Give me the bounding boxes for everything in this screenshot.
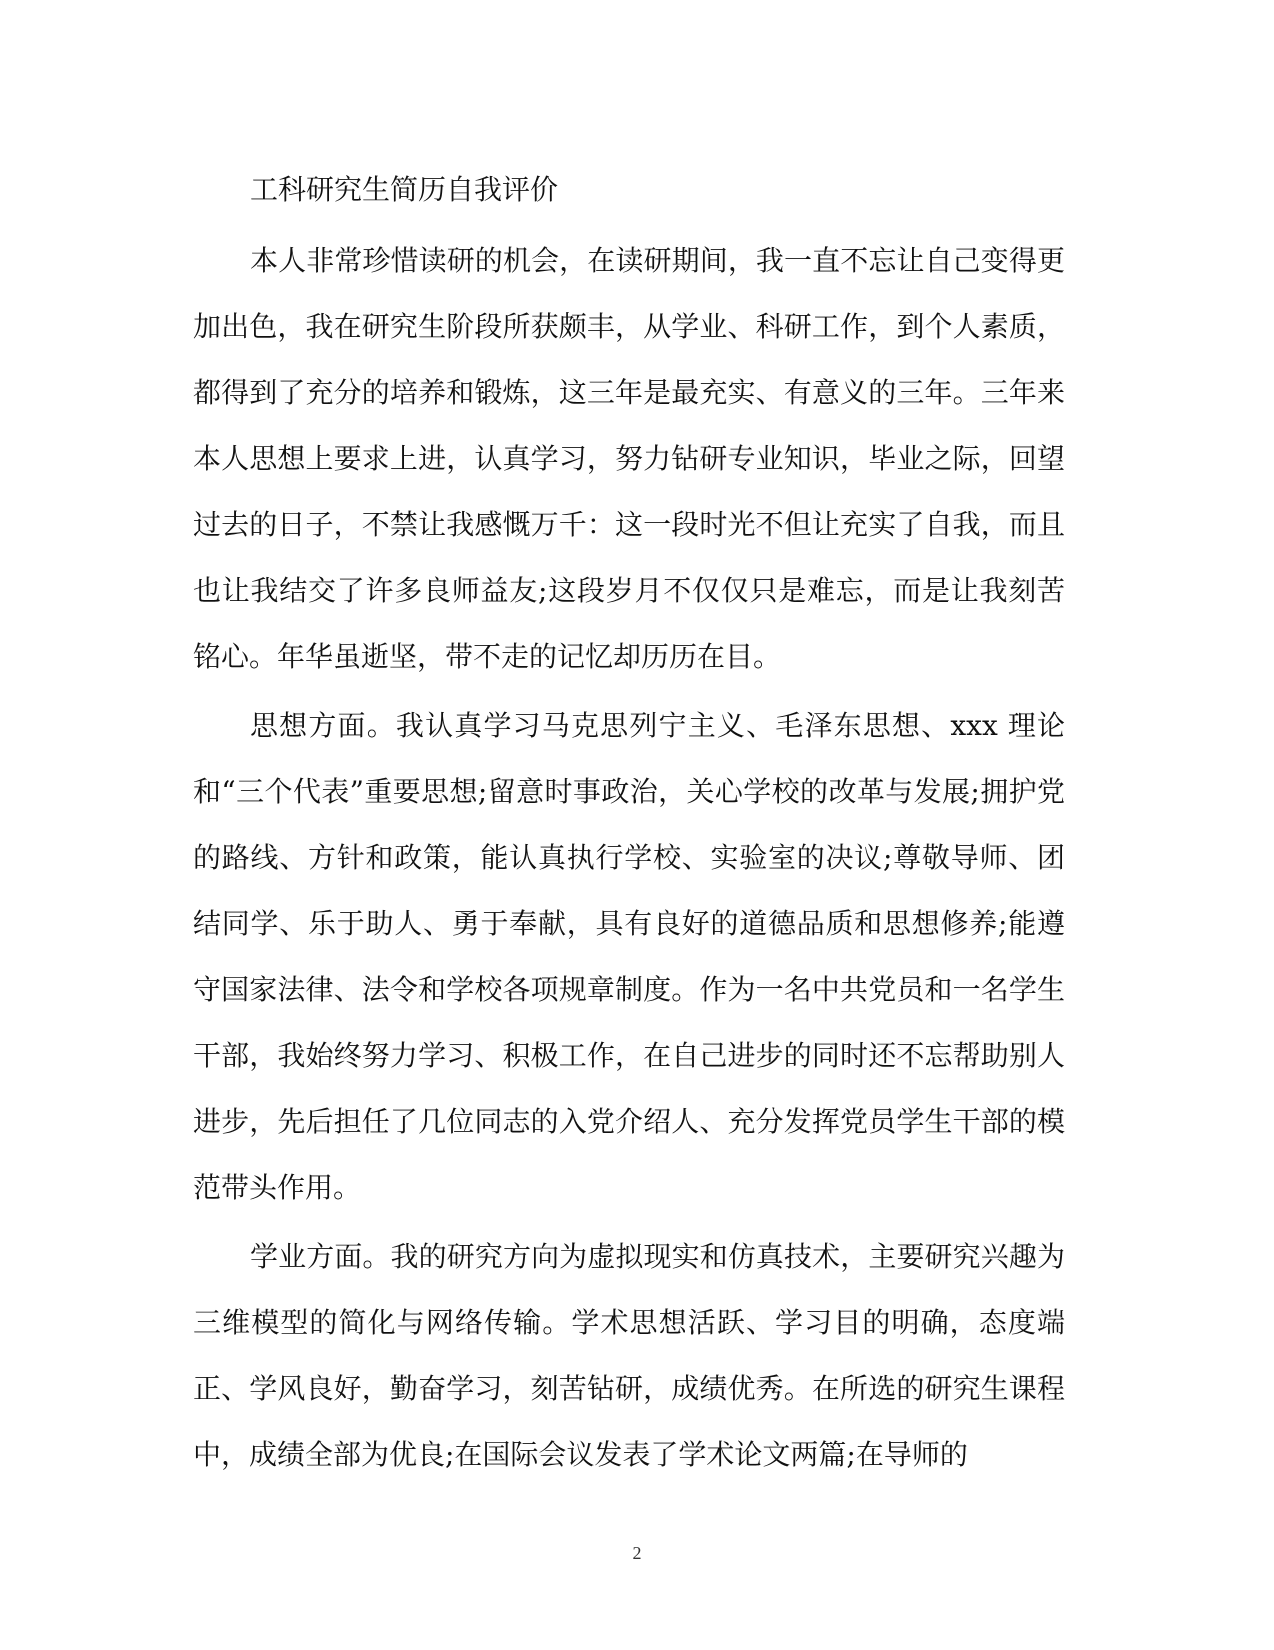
- paragraph-academics: 学业方面。我的研究方向为虚拟现实和仿真技术，主要研究兴趣为三维模型的简化与网络传输。学术思想活跃、学习目的明确，态度端正、学风良好，勤奋学习，刻苦钻研，成绩优秀。在所选的研究生课程中，成绩全部为优良;在国际会议发表了学术论文两篇;在导师的: [193, 1240, 1065, 1471]
- document-title: 工科研究生简历自我评价: [250, 173, 559, 206]
- document-body: [193, 170, 1065, 1491]
- page-number: 2: [632, 1543, 642, 1563]
- paragraph-ideology: 思想方面。我认真学习马克思列宁主义、毛泽东思想、xxx 理论和“三个代表”重要思想;留意时事政治，关心学校的改革与发展;拥护党的路线、方针和政策，能认真执行学校、实验室的决议;尊敬导师、团结同学、乐于助人、勇于奉献，具有良好的道德品质和思想修养;能遵守国家法律、法令和学校各项规章制度。作为一名中共党员和一名学生干部，我始终努力学习、积极工作，在自己进步的同时还不忘帮助别人进步，先后担任了几位同志的入党介绍人、充分发挥党员学生干部的模范带头作用。: [193, 709, 1065, 1204]
- paragraph-intro: 本人非常珍惜读研的机会，在读研期间，我一直不忘让自己变得更加出色，我在研究生阶段所获颇丰，从学业、科研工作，到个人素质，都得到了充分的培养和锻炼，这三年是最充实、有意义的三年。三年来本人思想上要求上进，认真学习，努力钻研专业知识，毕业之际，回望过去的日子，不禁让我感慨万千：这一段时光不但让充实了自我，而且也让我结交了许多良师益友;这段岁月不仅仅只是难忘，而是让我刻苦铭心。年华虽逝坚，带不走的记忆却历历在目。: [193, 244, 1065, 673]
